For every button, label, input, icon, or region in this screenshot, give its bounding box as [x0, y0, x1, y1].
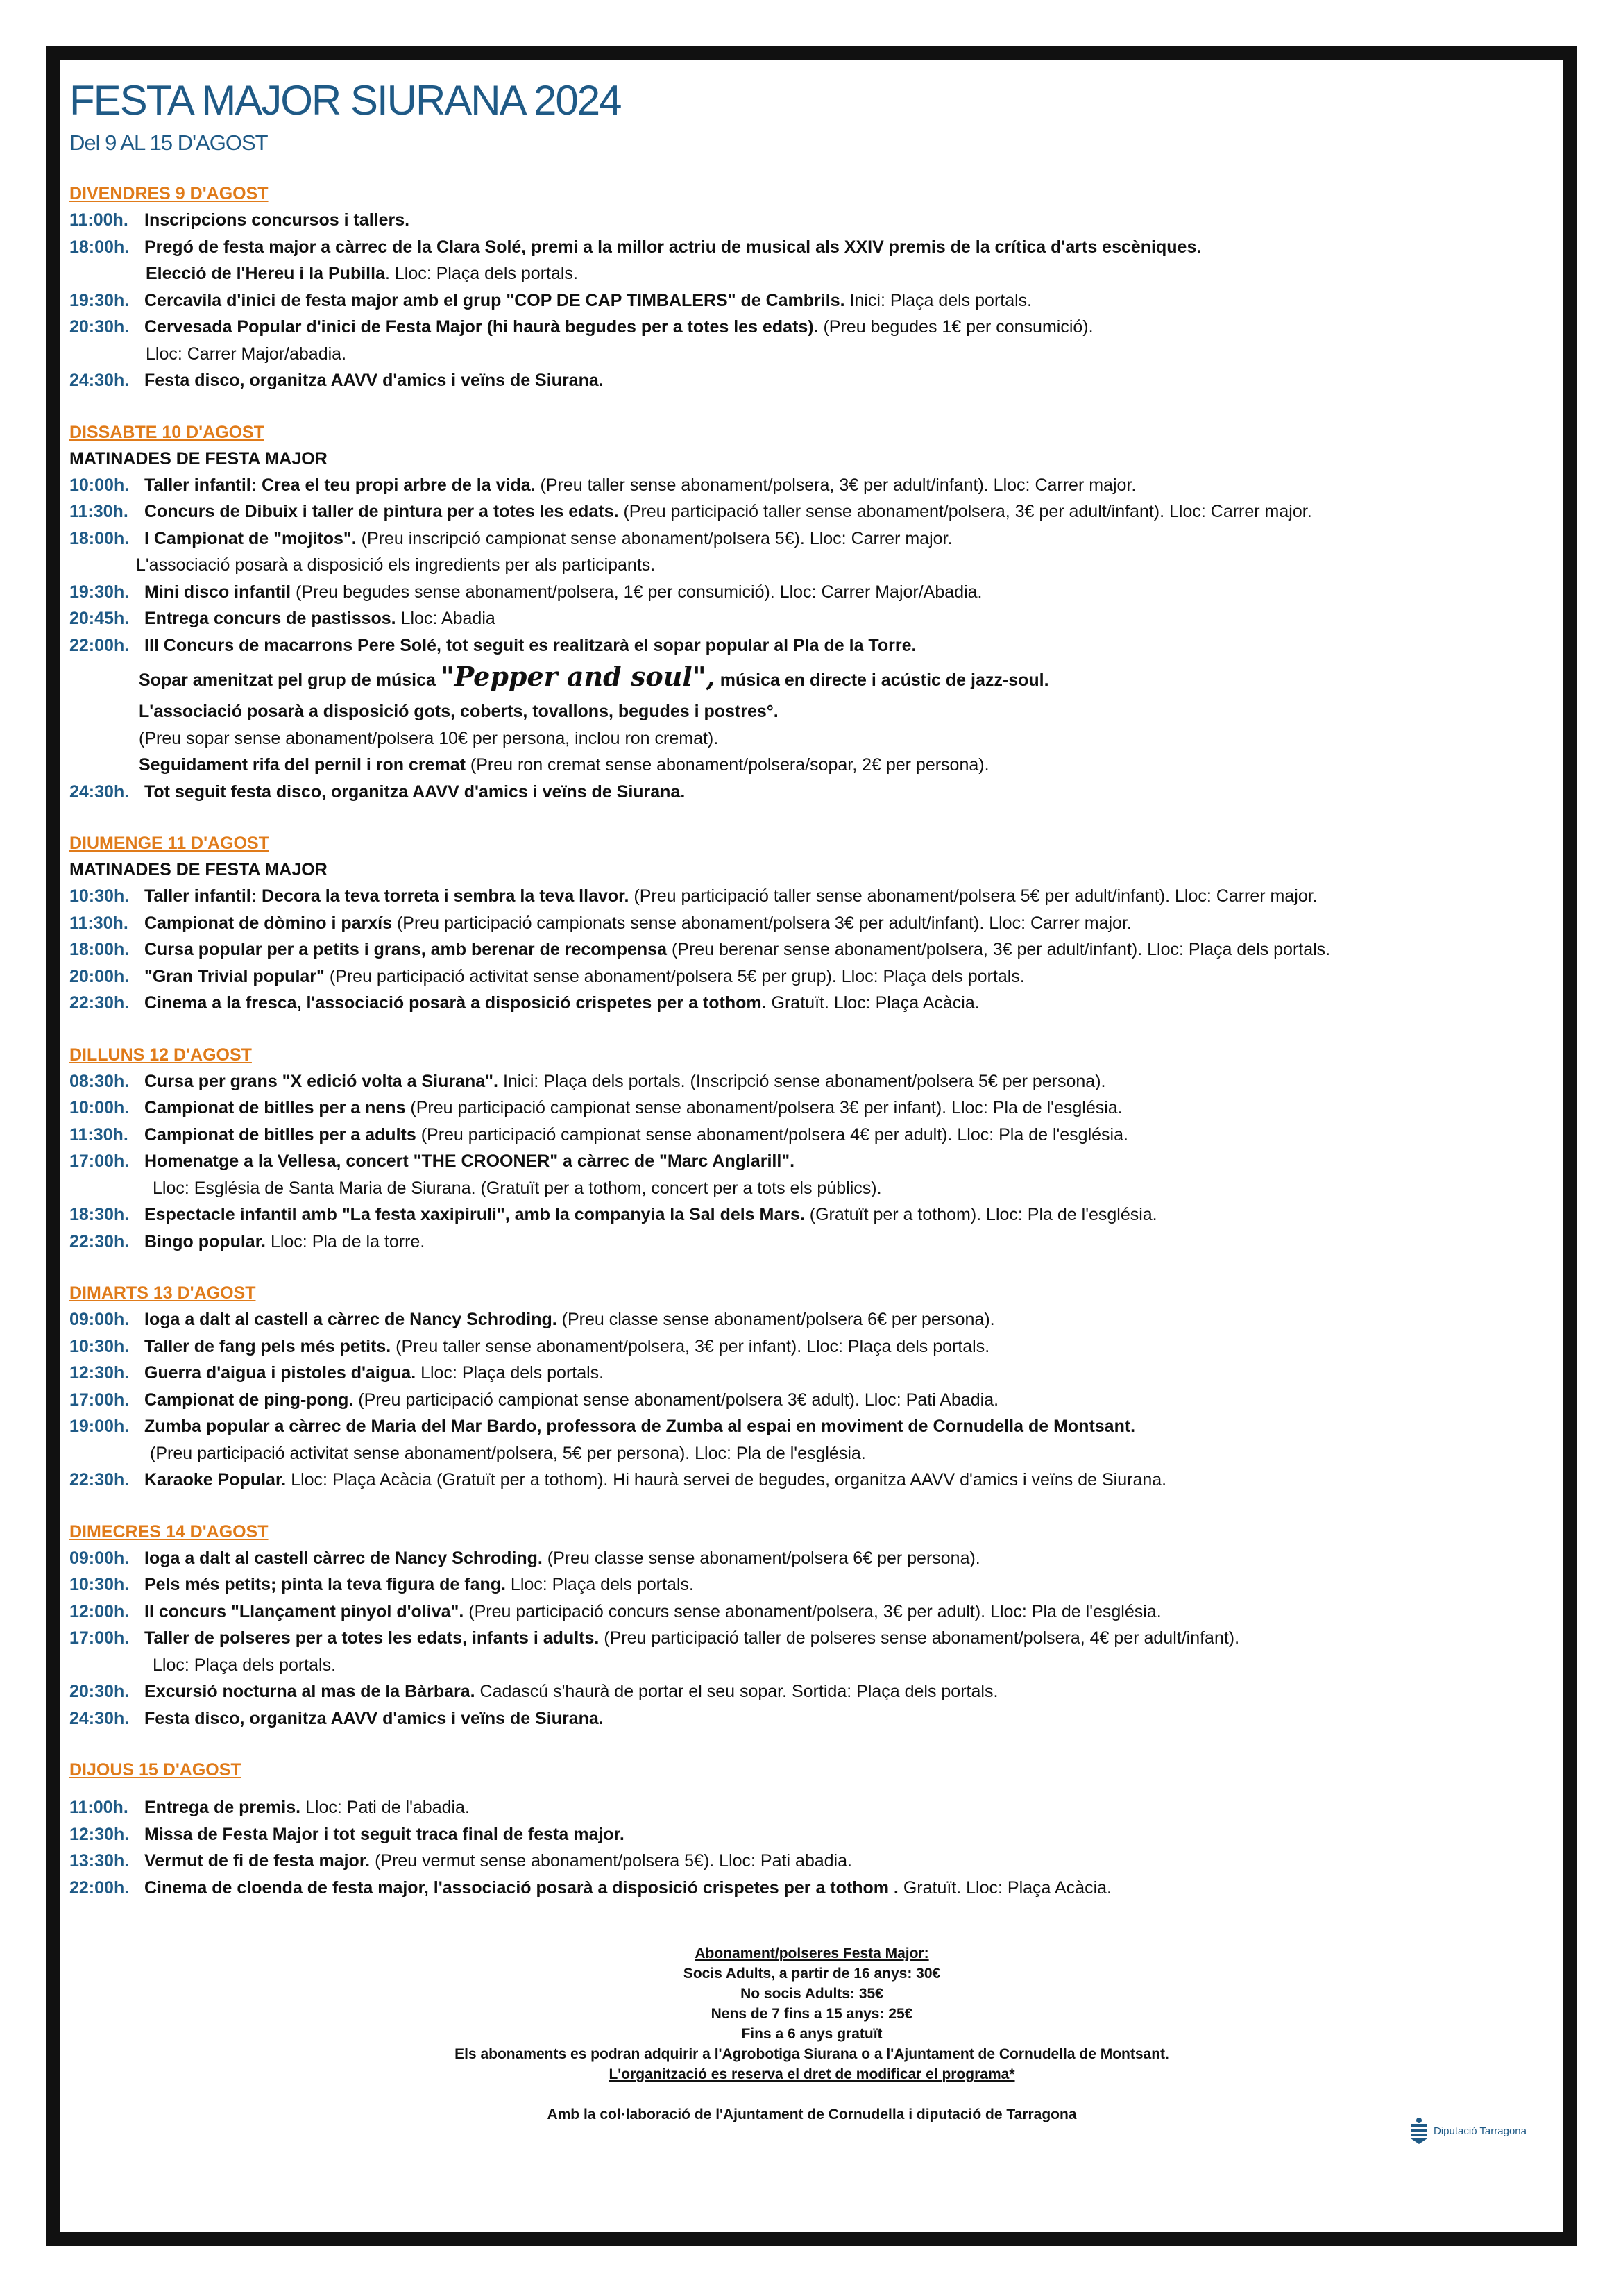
event-title: Cursa popular per a petits i grans, amb berenar de recompensa [144, 940, 668, 959]
event-details: L'associació posarà a disposició els ingredients per als participants. [136, 555, 656, 575]
event-time: 20:30h. [69, 317, 130, 337]
event-time: 13:30h. [69, 1851, 130, 1871]
event-title: Cursa per grans "X edició volta a Siurana". [144, 1071, 498, 1091]
event-text: música en directe i acústic de jazz-soul. [715, 670, 1049, 690]
event-continuation [69, 659, 1568, 698]
event-details: (Preu participació concurs sense abonament/polsera, 3€ per adult). Lloc: Pla de l'església. [464, 1601, 1162, 1621]
day-heading: DIVENDRES 9 D'AGOST [69, 184, 269, 203]
event-title: Taller de polseres per a totes les edats, infants i adults. [144, 1628, 600, 1648]
event-row [69, 1625, 1568, 1652]
day-section [69, 1280, 1568, 1494]
footer-line: Fins a 6 anys gratuït [741, 2026, 883, 2042]
event-title: Elecció de l'Hereu i la Pubilla [146, 264, 385, 283]
event-title: Ioga a dalt al castell a càrrec de Nancy Schroding. [144, 1310, 557, 1329]
event-row [69, 963, 1568, 990]
event-details: (Preu begudes 1€ per consumició). [818, 317, 1094, 337]
event-row [69, 1148, 1568, 1175]
event-details: (Preu participació activitat sense abonament/polsera, 5€ per persona). Lloc: Pla de l'església. [150, 1443, 866, 1463]
event-details: Lloc: Plaça Acàcia (Gratuït per a tothom). Hi haurà servei de begudes, organitza AAVV d'amics i veïns de Siurana. [286, 1470, 1167, 1489]
event-details: (Preu inscripció campionat sense abonament/polsera 5€). Lloc: Carrer major. [356, 528, 953, 548]
event-time: 22:00h. [69, 635, 130, 655]
spacer [69, 1783, 1568, 1794]
event-details: (Preu participació taller de polseres sense abonament/polsera, 4€ per adult/infant). [599, 1628, 1240, 1648]
day-section [69, 830, 1568, 1017]
event-row [69, 1571, 1568, 1598]
event-continuation [69, 1440, 1568, 1467]
event-details: (Preu taller sense abonament/polsera, 3€ per adult/infant). Lloc: Carrer major. [535, 475, 1137, 495]
event-time: 10:00h. [69, 475, 130, 495]
event-title: Espectacle infantil amb "La festa xaxipiruli", amb la companyia la Sal dels Mars. [144, 1205, 805, 1224]
event-time: 18:00h. [69, 237, 130, 257]
event-details: Gratuït. Lloc: Plaça Acàcia. [766, 993, 980, 1013]
event-title: Cinema a la fresca, l'associació posarà a disposició crispetes per a tothom. [144, 993, 767, 1013]
event-row [69, 910, 1568, 937]
event-row [69, 1705, 1568, 1732]
diputacio-emblem-icon [1409, 2117, 1429, 2145]
event-row [69, 990, 1568, 1017]
event-time: 08:30h. [69, 1071, 130, 1091]
footer [69, 1943, 1554, 2125]
event-details: (Preu taller sense abonament/polsera, 3€ per infant). Lloc: Plaça dels portals. [391, 1336, 990, 1356]
event-title: Vermut de fi de festa major. [144, 1851, 371, 1871]
event-title: Concurs de Dibuix i taller de pintura per a totes les edats. [144, 502, 619, 521]
event-details: (Preu participació campionats sense abonament/polsera 3€ per adult/infant). Lloc: Carrer major. [392, 913, 1132, 933]
event-time: 11:30h. [69, 913, 128, 933]
event-time: 10:30h. [69, 1336, 130, 1356]
days-list [69, 180, 1568, 1901]
event-title: Festa disco, organitza AAVV d'amics i veïns de Siurana. [144, 1708, 604, 1728]
event-details: (Preu participació campionat sense abonament/polsera 4€ per adult). Lloc: Pla de l'església. [416, 1124, 1128, 1145]
event-row [69, 579, 1568, 606]
event-row [69, 1387, 1568, 1414]
event-row [69, 1229, 1568, 1256]
event-details: Lloc: Pati de l'abadia. [300, 1798, 470, 1817]
event-details: (Preu participació campionat sense abonament/polsera 3€ per infant). Lloc: Pla de l'església. [405, 1098, 1123, 1117]
event-details: Inici: Plaça dels portals. (Inscripció sense abonament/polsera 5€ per persona). [498, 1071, 1106, 1091]
event-time: 18:00h. [69, 940, 130, 959]
event-title: III Concurs de macarrons Pere Solé, tot seguit es realitzarà el sopar popular al Pla de la Torre. [144, 635, 917, 655]
event-continuation [69, 698, 1568, 725]
event-row [69, 632, 1568, 659]
event-time: 24:30h. [69, 371, 130, 390]
event-title: Entrega de premis. [144, 1798, 301, 1817]
event-time: 17:00h. [69, 1390, 130, 1410]
event-continuation [69, 1652, 1568, 1679]
event-row [69, 1413, 1568, 1440]
event-title: Homenatge a la Vellesa, concert "THE CROONER" a càrrec de "Marc Anglarill". [144, 1151, 795, 1171]
day-section [69, 1042, 1568, 1256]
event-row [69, 525, 1568, 552]
event-title: II concurs "Llançament pinyol d'oliva". [144, 1601, 464, 1621]
event-time: 09:00h. [69, 1548, 130, 1568]
footer-line: Els abonaments es podran adquirir a l'Agrobotiga Siurana o a l'Ajuntament de Cornudella de Montsant. [454, 2046, 1169, 2062]
band-name: "Pepper and soul", [440, 661, 715, 692]
event-row [69, 1095, 1568, 1122]
event-text: Sopar amenitzat pel grup de música [139, 670, 441, 690]
event-details: (Preu participació taller sense abonament/polsera, 3€ per adult/infant). Lloc: Carrer major. [618, 502, 1312, 521]
day-section [69, 1757, 1568, 1901]
day-heading: DISSABTE 10 D'AGOST [69, 422, 264, 442]
event-time: 19:30h. [69, 290, 130, 310]
event-title: Tot seguit festa disco, organitza AAVV d'amics i veïns de Siurana. [144, 782, 686, 802]
event-title: Cervesada Popular d'inici de Festa Major (hi haurà begudes per a totes les edats). [144, 317, 819, 337]
event-title: Festa disco, organitza AAVV d'amics i veïns de Siurana. [144, 371, 604, 390]
day-heading: DIMECRES 14 D'AGOST [69, 1521, 269, 1542]
footer-notice: L'organització es reserva el dret de modificar el programa* [609, 2066, 1015, 2082]
event-title: Entrega concurs de pastissos. [144, 609, 396, 628]
page-title: FESTA MAJOR SIURANA 2024 [69, 77, 621, 124]
event-row [69, 287, 1568, 314]
event-title: Campionat de dòmino i parxís [144, 913, 392, 933]
event-row [69, 498, 1568, 525]
event-details: (Preu classe sense abonament/polsera 6€ per persona). [542, 1548, 980, 1568]
event-details: (Preu ron cremat sense abonament/polsera/sopar, 2€ per persona). [465, 755, 989, 775]
event-details: (Gratuït per a tothom). Lloc: Pla de l'església. [804, 1205, 1157, 1224]
event-time: 10:30h. [69, 1575, 130, 1594]
event-time: 10:00h. [69, 1098, 130, 1117]
event-row [69, 1333, 1568, 1360]
event-details: (Preu participació taller sense abonament/polsera 5€ per adult/infant). Lloc: Carrer major. [629, 886, 1318, 906]
footer-heading: Abonament/polseres Festa Major: [695, 1945, 929, 1961]
event-time: 22:30h. [69, 1231, 130, 1251]
program-content [69, 76, 1568, 1926]
event-details: Gratuït. Lloc: Plaça Acàcia. [898, 1877, 1112, 1898]
event-title: Cercavila d'inici de festa major amb el grup "COP DE CAP TIMBALERS" de Cambrils. [144, 290, 845, 310]
day-subheading: MATINADES DE FESTA MAJOR [69, 860, 328, 879]
event-continuation [69, 1175, 1568, 1202]
event-title: Excursió nocturna al mas de la Bàrbara. [144, 1682, 475, 1701]
footer-line: No socis Adults: 35€ [740, 1986, 883, 2002]
event-row [69, 1848, 1568, 1875]
event-row [69, 1306, 1568, 1333]
day-section [69, 1519, 1568, 1732]
event-time: 11:00h. [69, 1798, 128, 1817]
event-time: 20:45h. [69, 609, 130, 628]
event-time: 11:30h. [69, 1124, 128, 1145]
event-row [69, 207, 1568, 234]
event-title: Campionat de bitlles per a nens [144, 1098, 406, 1117]
event-title: Bingo popular. [144, 1231, 266, 1251]
page-subtitle: Del 9 AL 15 D'AGOST [69, 130, 268, 155]
day-section [69, 180, 1568, 394]
event-details: Lloc: Abadia [396, 609, 495, 628]
event-details: (Preu begudes sense abonament/polsera, 1€ per consumició). Lloc: Carrer Major/Abadia. [291, 582, 983, 602]
event-time: 19:30h. [69, 582, 130, 602]
footer-collaboration: Amb la col·laboració de l'Ajuntament de Cornudella i diputació de Tarragona [547, 2107, 1077, 2122]
event-title: Inscripcions concursos i tallers. [144, 210, 410, 230]
event-title: Karaoke Popular. [144, 1470, 287, 1489]
event-row [69, 234, 1568, 261]
day-heading: DILLUNS 12 D'AGOST [69, 1045, 252, 1065]
event-details: Lloc: Pla de la torre. [266, 1231, 425, 1251]
event-title: L'associació posarà a disposició gots, coberts, tovallons, begudes i postres°. [139, 702, 779, 721]
event-details: Cadascú s'haurà de portar el seu sopar. Sortida: Plaça dels portals. [475, 1682, 999, 1701]
event-time: 18:00h. [69, 528, 130, 548]
event-title: Taller de fang pels més petits. [144, 1336, 391, 1356]
event-time: 24:30h. [69, 1708, 130, 1728]
day-heading: DIJOUS 15 D'AGOST [69, 1760, 241, 1780]
event-title: I Campionat de "mojitos". [144, 528, 357, 548]
event-continuation [69, 552, 1568, 579]
event-time: 09:00h. [69, 1310, 130, 1329]
event-row [69, 1875, 1568, 1902]
event-title: Zumba popular a càrrec de Maria del Mar Bardo, professora de Zumba al espai en moviment de Cornudella de Montsant. [144, 1417, 1136, 1436]
day-section [69, 419, 1568, 806]
event-row [69, 314, 1568, 341]
event-row [69, 1068, 1568, 1095]
footer-line: Nens de 7 fins a 15 anys: 25€ [711, 2006, 913, 2022]
event-time: 11:30h. [69, 502, 128, 521]
event-details: Lloc: Carrer Major/abadia. [146, 344, 347, 364]
event-details: (Preu vermut sense abonament/polsera 5€). Lloc: Pati abadia. [370, 1851, 852, 1871]
event-title: Ioga a dalt al castell càrrec de Nancy Schroding. [144, 1548, 543, 1568]
event-row [69, 883, 1568, 910]
day-heading: DIUMENGE 11 D'AGOST [69, 834, 269, 853]
day-subheading: MATINADES DE FESTA MAJOR [69, 448, 328, 469]
event-time: 24:30h. [69, 782, 130, 802]
event-row [69, 1201, 1568, 1229]
event-row [69, 605, 1568, 632]
event-title: Cinema de cloenda de festa major, l'associació posarà a disposició crispetes per a tothom . [144, 1877, 899, 1898]
event-title: Pels més petits; pinta la teva figura de fang. [144, 1575, 506, 1594]
event-details: (Preu berenar sense abonament/polsera, 3€ per adult/infant). Lloc: Plaça dels portals. [667, 940, 1331, 959]
event-details: (Preu participació campionat sense abonament/polsera 3€ adult). Lloc: Pati Abadia. [353, 1390, 999, 1410]
event-time: 12:30h. [69, 1824, 130, 1844]
footer-line: Socis Adults, a partir de 16 anys: 30€ [683, 1966, 941, 1982]
diputacio-logo [1409, 2117, 1527, 2145]
event-time: 22:30h. [69, 1470, 130, 1489]
event-details: Inici: Plaça dels portals. [844, 290, 1033, 310]
event-title: Guerra d'aigua i pistoles d'aigua. [144, 1363, 416, 1383]
event-title: Seguidament rifa del pernil i ron cremat [139, 755, 466, 775]
event-title: Pregó de festa major a càrrec de la Clara Solé, premi a la millor actriu de musical als XXIV premis de la crítica d'arts escèniques. [144, 237, 1202, 257]
event-details: . Lloc: Plaça dels portals. [384, 264, 578, 283]
event-time: 19:00h. [69, 1417, 130, 1436]
event-row [69, 1467, 1568, 1494]
event-row [69, 779, 1568, 806]
event-continuation [69, 752, 1568, 779]
event-time: 10:30h. [69, 886, 130, 906]
event-title: Taller infantil: Decora la teva torreta i sembra la teva llavor. [144, 886, 629, 906]
event-details: Lloc: Plaça dels portals. [505, 1575, 694, 1594]
event-details: (Preu classe sense abonament/polsera 6€ per persona). [556, 1310, 995, 1329]
event-row [69, 1821, 1568, 1848]
event-row [69, 1794, 1568, 1821]
event-continuation [69, 341, 1568, 368]
event-title: Campionat de ping-pong. [144, 1390, 354, 1410]
event-details: (Preu sopar sense abonament/polsera 10€ per persona, inclou ron cremat). [139, 728, 719, 748]
event-row [69, 1678, 1568, 1705]
event-details: Lloc: Església de Santa Maria de Siurana. (Gratuït per a tothom, concert per a tots els públics). [153, 1178, 882, 1198]
event-details: Lloc: Plaça dels portals. [416, 1363, 604, 1383]
event-continuation [69, 260, 1568, 287]
event-time: 12:30h. [69, 1363, 130, 1383]
event-time: 20:30h. [69, 1682, 130, 1701]
event-time: 20:00h. [69, 966, 130, 986]
event-time: 17:00h. [69, 1151, 130, 1171]
event-title: Taller infantil: Crea el teu propi arbre de la vida. [144, 475, 536, 495]
event-row [69, 1360, 1568, 1387]
event-title: Missa de Festa Major i tot seguit traca final de festa major. [144, 1824, 624, 1844]
event-time: 11:00h. [69, 210, 128, 230]
event-row [69, 1598, 1568, 1626]
event-row [69, 936, 1568, 963]
event-row [69, 1122, 1568, 1149]
event-row [69, 1545, 1568, 1572]
day-heading: DIMARTS 13 D'AGOST [69, 1283, 256, 1303]
event-row [69, 367, 1568, 394]
event-details: (Preu participació activitat sense abonament/polsera 5€ per grup). Lloc: Plaça dels portals. [324, 966, 1025, 986]
logo-text: Diputació Tarragona [1434, 2125, 1527, 2137]
event-title: "Gran Trivial popular" [144, 966, 325, 986]
event-title: Mini disco infantil [144, 582, 291, 602]
event-row [69, 472, 1568, 499]
event-details: Lloc: Plaça dels portals. [153, 1655, 337, 1675]
event-time: 22:00h. [69, 1877, 130, 1898]
event-time: 22:30h. [69, 993, 130, 1013]
event-continuation [69, 725, 1568, 752]
event-time: 18:30h. [69, 1205, 130, 1224]
event-time: 17:00h. [69, 1628, 130, 1648]
event-title: Campionat de bitlles per a adults [144, 1124, 416, 1145]
event-time: 12:00h. [69, 1601, 130, 1621]
